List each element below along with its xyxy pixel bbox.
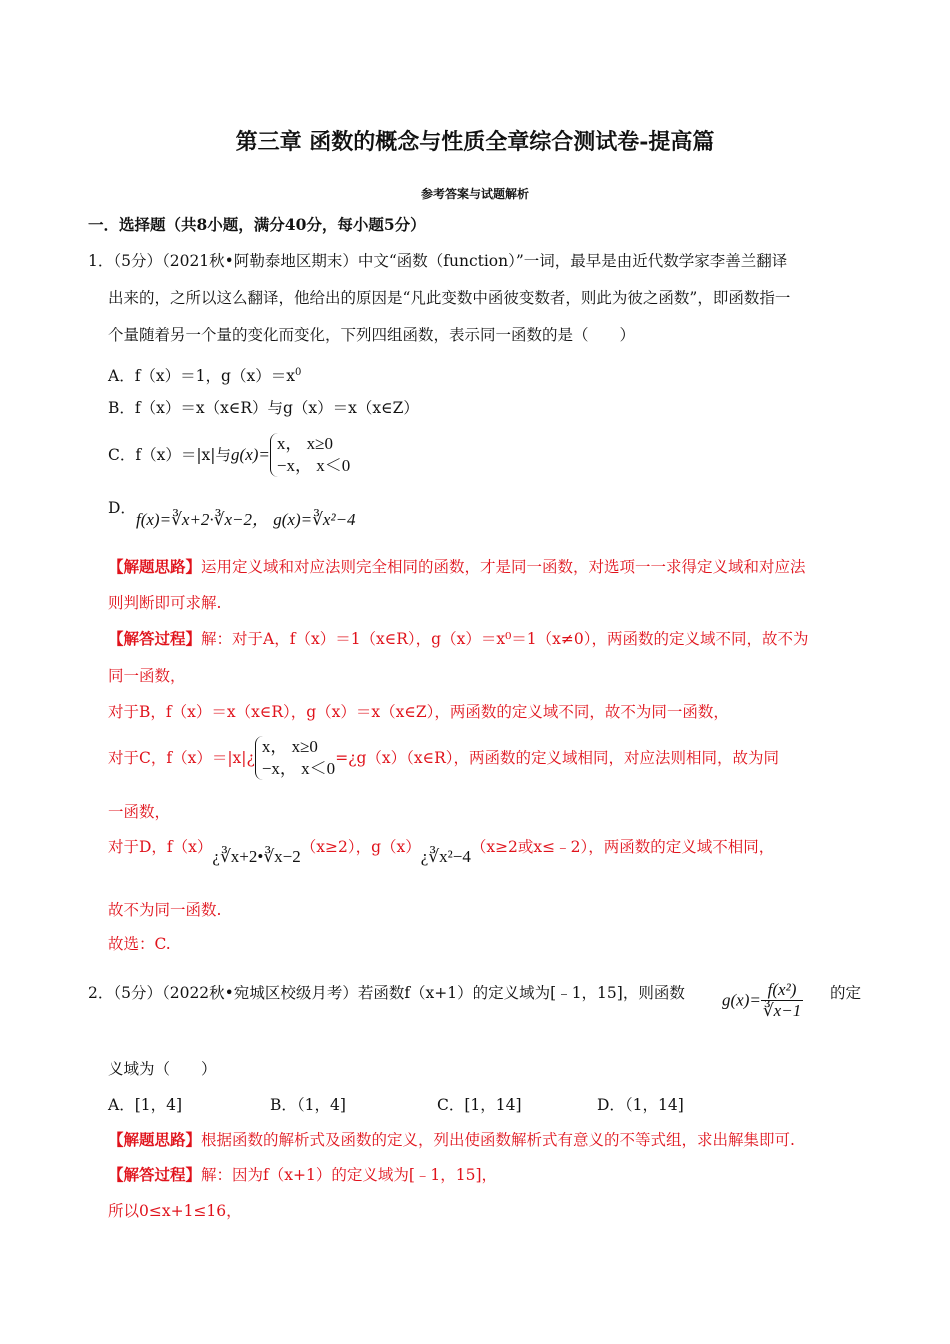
q2-option-a: A．[1，4] xyxy=(108,1096,183,1114)
q1-proc-d-prefix: 对于D，f（x） xyxy=(108,838,213,856)
q1-stem-line2: 出来的，之所以这么翻译，他给出的原因是“凡此变数中函彼变数者，则此为彼之函数”，即函数指一 xyxy=(108,289,791,307)
q2-option-b: B．（1，4] xyxy=(270,1096,346,1114)
q2-idea xyxy=(108,1129,795,1151)
q2-stem-line2: 义域为（ ） xyxy=(108,1060,217,1078)
q1-idea-line1 xyxy=(108,556,806,578)
q1-option-b: B．f（x）＝x（x∈R）与g（x）＝x（x∈Z） xyxy=(108,399,419,417)
q1-option-a xyxy=(108,362,301,387)
q2-stem-line1-end: 的定 xyxy=(830,984,862,1002)
q1-idea-tag: 【解题思路】 xyxy=(108,557,202,576)
section-heading: 一．选择题（共8小题，满分40分，每小题5分） xyxy=(88,215,426,234)
q2-g-denominator: ∛x−1 xyxy=(762,1001,802,1020)
q1-proc-c2: 一函数， xyxy=(108,803,171,821)
q1-proc-d-suffix: （x≥2或x≤﹣2），两函数的定义域不相同， xyxy=(470,838,775,856)
q1-proc-c xyxy=(108,736,779,780)
q1-proc-c-case2: −x， x＜0 xyxy=(261,759,336,778)
q1-option-c-piecewise xyxy=(270,433,350,477)
q2-proc-line2: 所以0≤x+1≤16， xyxy=(108,1202,242,1220)
q1-proc-c-suffix: =¿g（x）（x∈R），两函数的定义域相同，对应法则相同，故为同 xyxy=(335,749,780,767)
q2-proc-line1 xyxy=(108,1164,497,1186)
q2-stem-line1: 2．（5分）（2022秋•宛城区校级月考）若函数f（x+1）的定义域为[﹣1，15]，则函数 xyxy=(88,984,685,1002)
q1-answer: 故选：C. xyxy=(108,935,171,953)
q1-option-d-formula: f(x)=∛x+2·∛x−2， g(x)=∛x²−4 xyxy=(136,510,356,529)
q1-proc-c-prefix: 对于C，f（x）＝|x|¿ xyxy=(108,749,255,767)
q1-option-c-text: C．f（x）＝|x|与 xyxy=(108,446,232,464)
q1-proc-d2: 故不为同一函数. xyxy=(108,901,222,919)
q2-g-fraction xyxy=(761,980,803,1021)
q2-option-d: D．（1，14] xyxy=(597,1096,684,1114)
q2-proc-text: 解：因为f（x+1）的定义域为[﹣1，15]， xyxy=(201,1166,498,1184)
q1-option-c-case1: x， x≥0 xyxy=(276,434,333,453)
q1-proc-line2: 同一函数， xyxy=(108,667,186,685)
q2-g-lhs: g(x)= xyxy=(722,990,761,1010)
q1-idea-line2: 则判断即可求解. xyxy=(108,594,222,612)
q2-g-numerator: f(x²) xyxy=(761,980,803,1001)
q1-option-a-text: A．f（x）＝1，g（x）＝x xyxy=(108,367,295,386)
q1-option-c-case2: −x， x＜0 xyxy=(276,456,351,475)
q1-option-c xyxy=(108,433,350,477)
q1-proc-d-mid: （x≥2），g（x） xyxy=(300,838,421,856)
q1-stem-line1: 1．（5分）（2021秋•阿勒泰地区期末）中文“函数（function）”一词，最早是由近代数学家李善兰翻译 xyxy=(88,252,788,270)
q2-proc-tag: 【解答过程】 xyxy=(108,1165,202,1184)
q1-option-c-g: g(x)= xyxy=(231,445,270,464)
page-title: 第三章 函数的概念与性质全章综合测试卷-提高篇 xyxy=(235,129,715,155)
q1-proc-line1 xyxy=(108,628,809,650)
q1-proc-b: 对于B，f（x）＝x（x∈R），g（x）＝x（x∈Z），两函数的定义域不同，故不为同一函数， xyxy=(108,703,729,721)
q1-proc-c-piecewise xyxy=(255,736,335,780)
q2-idea-text: 根据函数的解析式及函数的定义，列出使函数解析式有意义的不等式组，求出解集即可. xyxy=(201,1131,795,1149)
q1-proc-c-case1: x， x≥0 xyxy=(261,737,318,756)
q1-proc-d-formula2: ¿∛x²−4 xyxy=(420,847,471,866)
page-subtitle: 参考答案与试题解析 xyxy=(420,187,529,201)
q1-proc-a-text: 解：对于A，f（x）＝1（x∈R），g（x）＝x⁰＝1（x≠0），两函数的定义域不同，故不为 xyxy=(201,630,809,648)
q1-idea-text: 运用定义域和对应法则完全相同的函数，才是同一函数，对选项一一求得定义域和对应法 xyxy=(201,558,806,576)
q1-proc-tag: 【解答过程】 xyxy=(108,629,202,648)
q1-stem-line3: 个量随着另一个量的变化而变化，下列四组函数，表示同一函数的是（ ） xyxy=(108,326,636,344)
q2-g-formula xyxy=(722,980,803,1021)
q2-idea-tag: 【解题思路】 xyxy=(108,1130,202,1149)
q2-option-c: C．[1，14] xyxy=(437,1096,522,1114)
q1-proc-d xyxy=(108,836,775,866)
q1-option-a-exponent: 0 xyxy=(294,367,302,378)
q1-proc-d-formula1: ¿∛x+2•∛x−2 xyxy=(212,847,301,866)
q1-option-d-label: D． xyxy=(108,499,136,517)
